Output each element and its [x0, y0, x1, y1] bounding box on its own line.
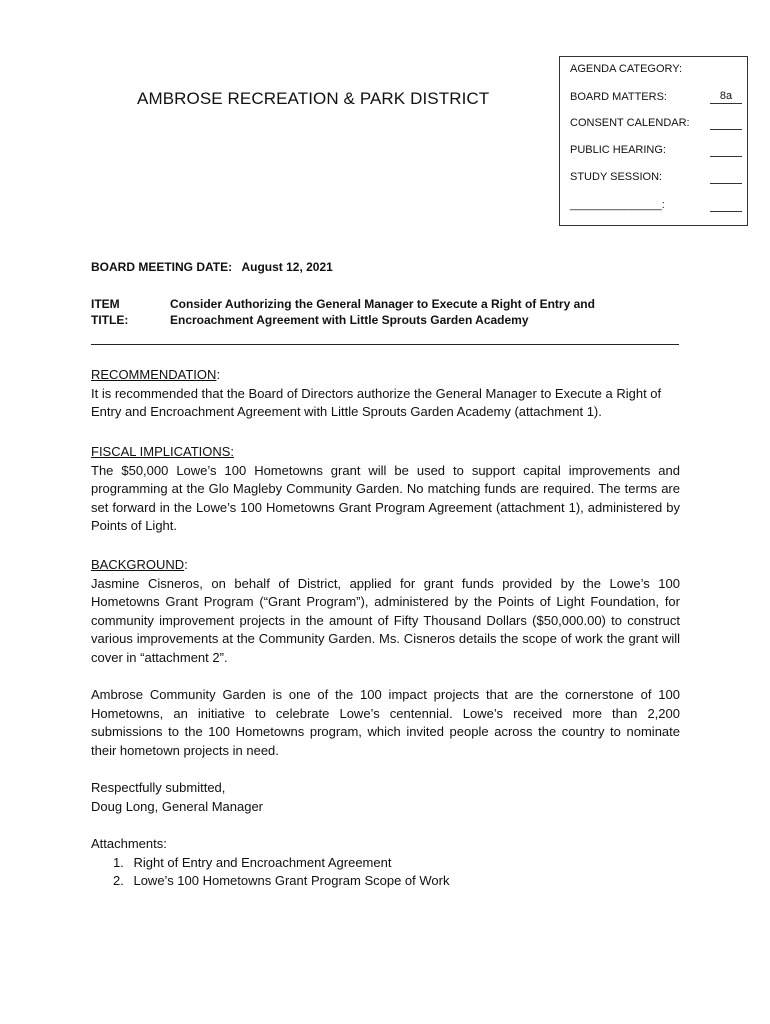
recommendation-text: It is recommended that the Board of Directors authorize the General Manager to Execute a Right of Entry and Encroachment Agreement with Little Sprouts Garden Academy (attachment 1). [91, 385, 662, 420]
background-section: BACKGROUND: Jasmine Cisneros, on behalf of District, applied for grant funds provided by the Lowe’s 100 Hometowns Grant Program (“Grant Program”), administered by the Points of Light Foundation, for community improvement projects in the amount of Fifty Thousand Dollars ($50,000.00) to construct various improvements at the Community Garden. Ms. Cisneros details the scope of work the grant will cover in “attachment 2”. [91, 556, 680, 668]
fiscal-text: The $50,000 Lowe’s 100 Hometowns grant will be used to support capital improvements and programming at the Glo Magleby Community Garden. No matching funds are required. The terms are set forward in the Lowe’s 100 Hometowns Grant Program Agreement (attachment 1), administered by Points of Light. [91, 462, 680, 534]
background-paragraph-2: Ambrose Community Garden is one of the 100 impact projects that are the cornerstone of 100 Hometowns, an initiative to celebrate Lowe’s centennial. Lowe’s received more than 2,200 submissions to the 100 Hometowns program, which invited people across the country to nominate their hometown projects in need. [91, 687, 680, 758]
background-heading: BACKGROUND [91, 557, 185, 572]
fiscal-heading: FISCAL IMPLICATIONS: [91, 444, 235, 459]
fiscal-section [91, 443, 680, 536]
item-title-text: Consider Authorizing the General Manager to Execute a Right of Entry and Encroachment Agreement with Little Sprouts Garden Academy [170, 297, 595, 327]
signoff-line-2: Doug Long, General Manager [91, 798, 264, 814]
agenda-row-value [710, 171, 742, 184]
recommendation-section: RECOMMENDATION: It is recommended that the Board of Directors authorize the General Manager to Execute a Right of Entry and Encroachment Agreement with Little Sprouts Garden Academy (attachment 1). [91, 366, 680, 422]
agenda-row-label: _______________: [570, 199, 665, 211]
attachment-text: Right of Entry and Encroachment Agreement [133, 854, 392, 870]
signoff [91, 779, 680, 816]
org-title: AMBROSE RECREATION & PARK DISTRICT [137, 89, 490, 108]
item-title-label: ITEM TITLE: [91, 297, 129, 327]
attachment-item [91, 854, 680, 873]
attachments-heading: Attachments: [91, 836, 167, 851]
agenda-row-label: STUDY SESSION: [570, 171, 663, 183]
background-section-2 [91, 686, 680, 760]
background-paragraph-1: Jasmine Cisneros, on behalf of District, applied for grant funds provided by the Lowe’s 100 Hometowns Grant Program (“Grant Program”), administered by the Points of Light Foundation, for community improvement projects in the amount of Fifty Thousand Dollars ($50,000.00) to construct various improvements at the Community Garden. Ms. Cisneros details the scope of work the grant will cover in “attachment 2”. [91, 575, 680, 665]
meeting-date-label: BOARD MEETING DATE: [91, 260, 233, 274]
agenda-row-label: CONSENT CALENDAR: [570, 117, 690, 129]
attachment-number: 2. [113, 873, 124, 889]
agenda-row-value [710, 144, 742, 157]
divider [91, 344, 679, 345]
agenda-category-heading: AGENDA CATEGORY: [570, 63, 683, 75]
agenda-row-value: 8a [710, 91, 742, 104]
agenda-row-label: PUBLIC HEARING: [570, 144, 666, 156]
signoff-line-1: Respectfully submitted, [91, 780, 226, 795]
meeting-date-value: August 12, 2021 [241, 260, 333, 274]
recommendation-heading: RECOMMENDATION [91, 367, 217, 382]
agenda-category-box [559, 56, 748, 226]
attachments-section [91, 835, 680, 891]
agenda-row-value [710, 199, 742, 212]
attachment-item [91, 872, 680, 891]
agenda-row-label: BOARD MATTERS: [570, 91, 667, 103]
attachment-text: Lowe’s 100 Hometowns Grant Program Scope of Work [133, 873, 450, 889]
board-meeting-date [91, 260, 333, 274]
agenda-row-value [710, 117, 742, 130]
attachment-number: 1. [113, 854, 124, 870]
